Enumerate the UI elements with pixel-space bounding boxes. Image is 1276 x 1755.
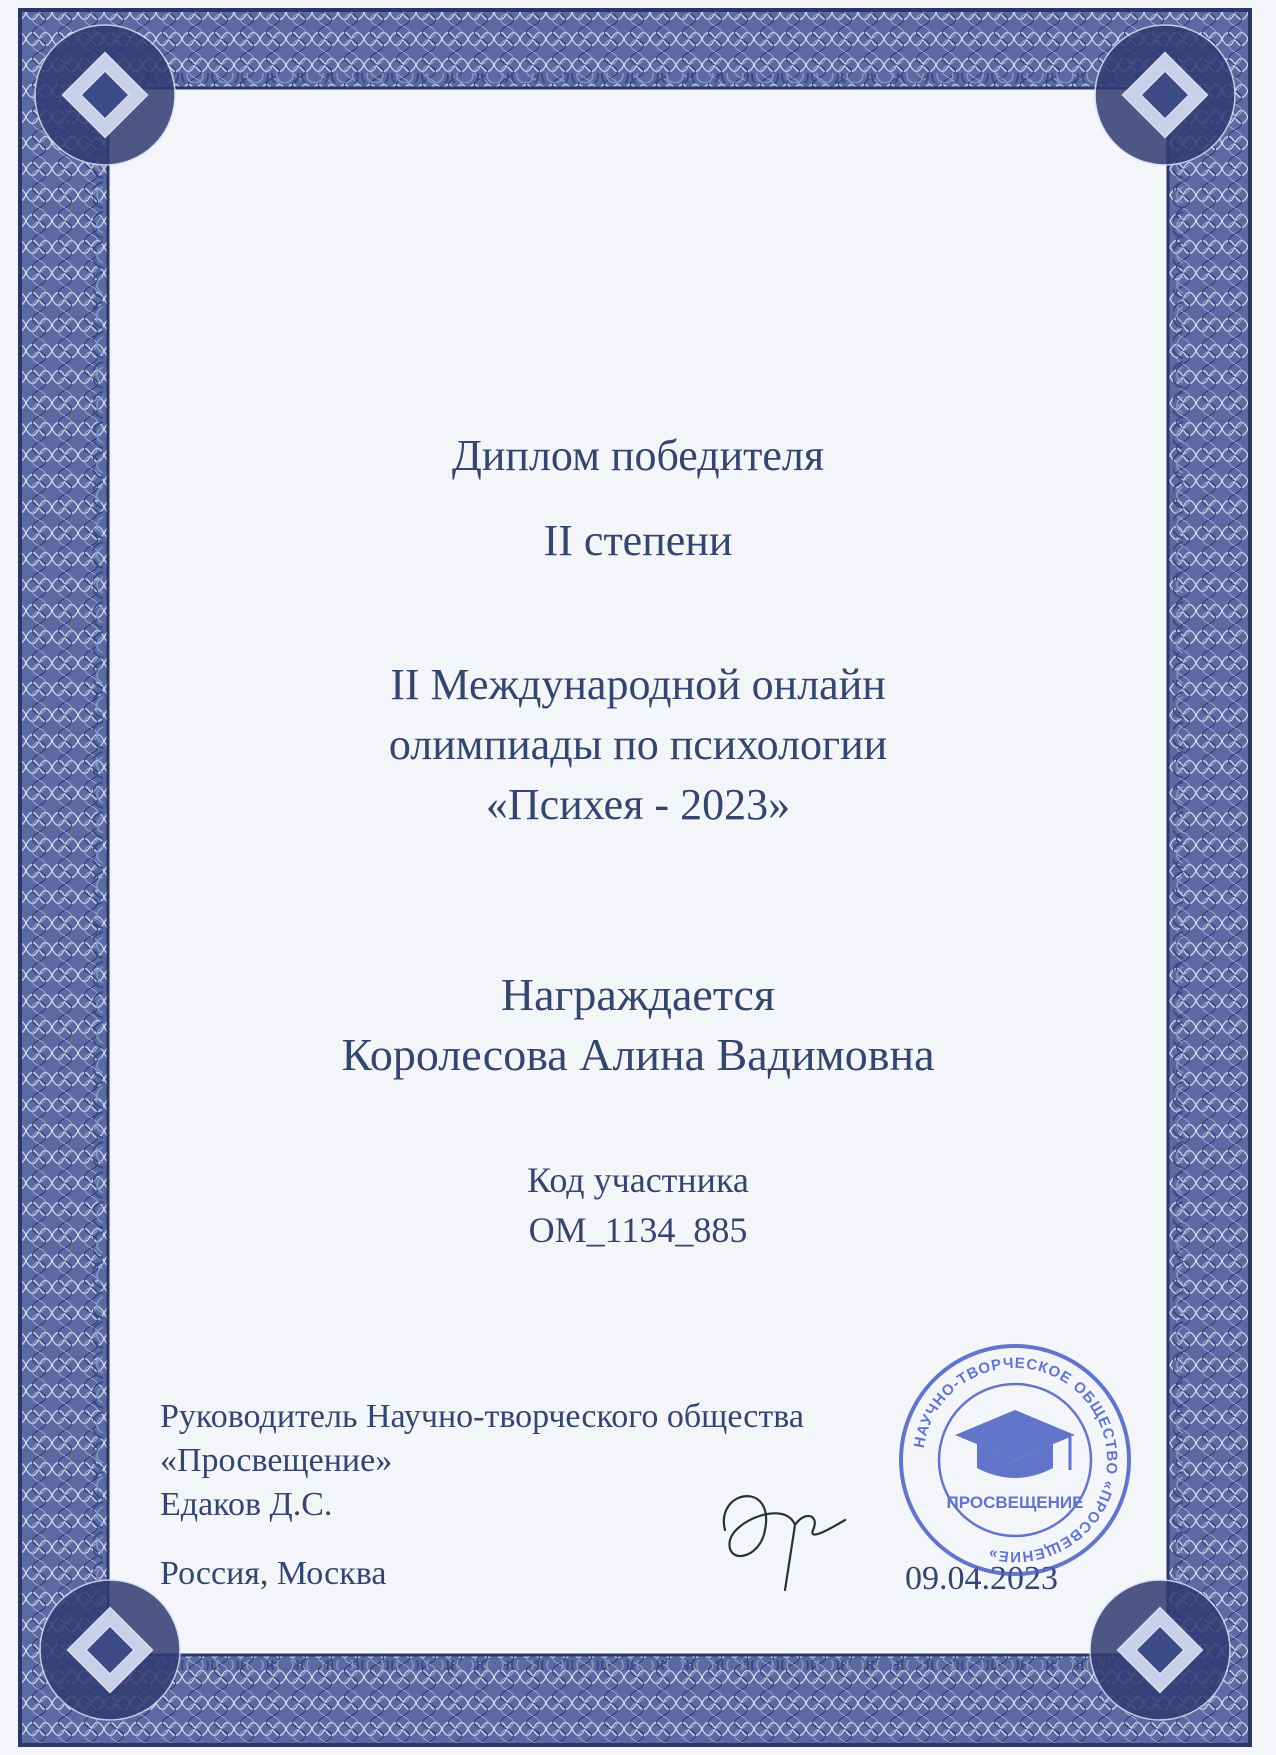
signer-title-line-2: «Просвещение» xyxy=(160,1442,393,1479)
olympiad-line-1: II Международной онлайн xyxy=(390,660,886,709)
diploma-degree: II степени xyxy=(543,516,733,565)
participant-code-label: Код участника xyxy=(527,1160,749,1200)
corner-ornament-bottom-right xyxy=(1090,1580,1230,1720)
awardee-name: Королесова Алина Вадимовна xyxy=(341,1029,935,1080)
location: Россия, Москва xyxy=(160,1555,387,1592)
stamp-ring-text: НАУЧНО-ТВОРЧЕСКОЕ ОБЩЕСТВО «ПРОСВЕЩЕНИЕ» xyxy=(910,1354,1121,1566)
olympiad-name xyxy=(0,655,1276,835)
signer-title-line-1: Руководитель Научно-творческого общества xyxy=(160,1398,804,1435)
handwritten-signature xyxy=(705,1470,865,1610)
issue-date: 09.04.2023 xyxy=(905,1560,1058,1597)
participant-code-value: ОМ_1134_885 xyxy=(528,1210,748,1250)
olympiad-line-2: олимпиады по психологии xyxy=(388,720,888,769)
stamp-center-text: ПРОСВЕЩЕНИЕ xyxy=(946,1493,1084,1512)
corner-ornament-top-left xyxy=(35,25,175,165)
corner-ornament-bottom-left xyxy=(40,1580,180,1720)
diploma-title: Диплом победителя xyxy=(451,431,825,480)
graduation-cap-icon xyxy=(955,1410,1075,1478)
signer-name: Едаков Д.С. xyxy=(160,1486,333,1523)
organization-stamp xyxy=(895,1340,1135,1580)
award-block xyxy=(0,965,1276,1085)
corner-ornament-top-right xyxy=(1095,25,1235,165)
participant-code-block xyxy=(0,1155,1276,1255)
olympiad-line-3: «Психея - 2023» xyxy=(485,780,791,829)
awarded-label: Награждается xyxy=(500,969,776,1020)
